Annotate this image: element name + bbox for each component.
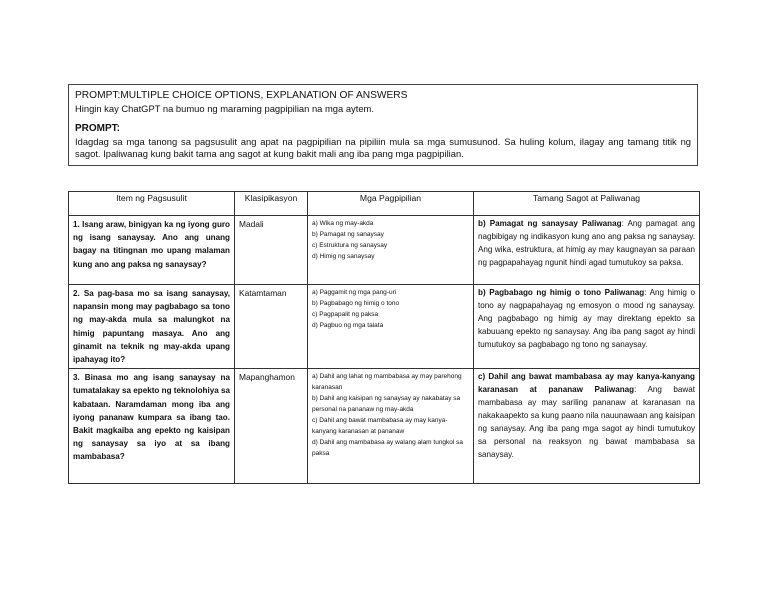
item-question: 3. Binasa mo ang isang sanaysay na tumatalakay sa epekto ng teknolohiya sa kabataan. Naramdaman mong iba ang iyong pananaw kumpara sa ibang tao. Bakit magkaiba ang epekto ng kaisipan ng sanaysay sa iyo at sa ibang mambabasa? — [69, 369, 235, 484]
item-options — [308, 369, 474, 484]
header-options: Mga Pagpipilian — [308, 192, 474, 216]
table-row — [69, 216, 700, 285]
item-options — [308, 216, 474, 285]
header-classification: Klasipikasyon — [235, 192, 308, 216]
item-options — [308, 285, 474, 369]
answer-explanation: : Ang himig o tono ay nagpapahayag ng emosyon o mood ng sanaysay. Ang pagbabago ng himig ay may direktang epekto sa kabuuang epekto ng sanaysay. Ang iba pang sagot ay hindi tumutukoy sa pagbabago ng tono ng sanaysay. — [478, 288, 696, 349]
answer-explanation: : Ang pamagat ang nagbibigay ng indikasyon kung ano ang paksa ng sanaysay. Ang wika, estruktura, at himig ay may kaugnayan sa paraan ng pagpapahayag ngunit hindi agad tumutukoy sa paksa. — [478, 219, 695, 267]
item-question: 1. Isang araw, binigyan ka ng iyong guro ng isang sanaysay. Ano ang unang bagay na titingnan mo upang malaman kung ano ang paksa ng sanaysay? — [69, 216, 235, 285]
prompt-label: PROMPT: — [75, 123, 120, 135]
option-a: a) Wika ng may-akda — [312, 220, 374, 227]
prompt-box — [68, 84, 698, 166]
item-classification: Madali — [235, 216, 308, 285]
prompt-text: Idagdag sa mga tanong sa pagsusulit ang apat na pagpipilian na pipiliin mula sa mga sumusunod. Sa huling kolum, ilagay ang tamang titik ng sagot. Ipaliwanag kung bakit tama ang sagot at kung bakit mali ang iba pang mga pagpipilian. — [75, 135, 691, 160]
option-d: d) Pagbuo ng mga talata — [312, 322, 384, 329]
option-a: a) Dahil ang lahat ng mambabasa ay may parehong karanasan — [312, 373, 462, 392]
option-b: b) Dahil ang kaisipan ng sanaysay ay nakabatay sa personal na pananaw ng may-akda — [312, 395, 461, 414]
answer-lead: c) Dahil ang bawat mambabasa ay may kanya-kanyang karanasan at pananaw Paliwanag — [478, 372, 695, 395]
answer-lead: b) Pagbabago ng himig o tono Paliwanag — [478, 288, 645, 297]
option-b: b) Pamagat ng sanaysay — [312, 231, 384, 238]
prompt-subheading: Hingin kay ChatGPT na bumuo ng maraming pagpipilian na mga aytem. — [75, 102, 374, 114]
option-b: b) Pagbabago ng himig o tono — [312, 300, 400, 307]
option-c: c) Dahil ang bawat mambabasa ay may kanya-kanyang karanasan at pananaw — [312, 417, 448, 436]
header-answer: Tamang Sagot at Paliwanag — [474, 192, 700, 216]
item-answer — [474, 216, 700, 285]
table-row — [69, 369, 700, 484]
table-row — [69, 285, 700, 369]
option-a: a) Paggamit ng mga pang-uri — [312, 289, 397, 296]
item-classification: Katamtaman — [235, 285, 308, 369]
answer-explanation: : Ang bawat mambabasa ay may sariling pananaw at karanasan na nakakaapekto sa kung paano nila nauunawaan ang kaisipan ng sanaysay. Ang iba pang mga sagot ay hindi tumutukoy sa personal na reaksyon ng bawat mambabasa sa sanaysay. — [478, 385, 695, 459]
quiz-table — [68, 191, 700, 484]
table-header-row — [69, 192, 700, 216]
item-answer — [474, 369, 700, 484]
item-classification: Mapanghamon — [235, 369, 308, 484]
option-d: d) Himig ng sanaysay — [312, 253, 375, 260]
prompt-heading: PROMPT:MULTIPLE CHOICE OPTIONS, EXPLANATION OF ANSWERS — [75, 90, 408, 101]
option-c: c) Pagpapalit ng paksa — [312, 311, 379, 318]
answer-lead: b) Pamagat ng sanaysay Paliwanag — [478, 219, 622, 228]
option-d: d) Dahil ang mambabasa ay walang alam tungkol sa paksa — [312, 439, 464, 458]
item-question: 2. Sa pag-basa mo sa isang sanaysay, napansin mong may pagbabago sa tono ng may-akda mula sa malungkot na himig papuntang masaya. Ano ang ginamit na teknik ng may-akda upang ipahayag ito? — [69, 285, 235, 369]
header-item: Item ng Pagsusulit — [69, 192, 235, 216]
item-answer — [474, 285, 700, 369]
option-c: c) Estruktura ng sanaysay — [312, 242, 388, 249]
